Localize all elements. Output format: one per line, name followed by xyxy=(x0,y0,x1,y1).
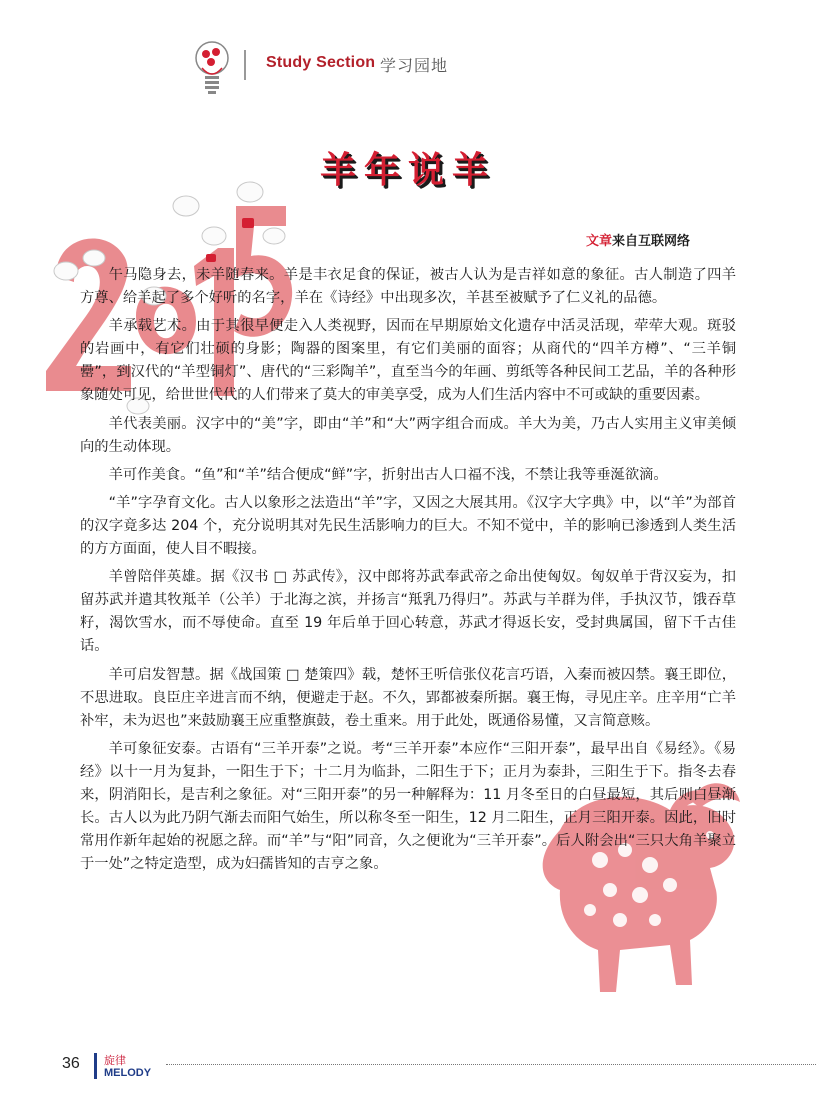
lightbulb-logo-icon xyxy=(186,36,240,100)
paragraph: 羊代表美丽。汉字中的“美”字，即由“羊”和“大”两字组合而成。羊大为美，乃古人实用主义审美倾向的生动体现。 xyxy=(80,415,736,455)
paragraph: 羊承载艺术。由于其很早便走入人类视野，因而在早期原始文化遗存中活灵活现，荦荦大观。斑驳的岩画中，有它们壮硕的身影；陶器的图案里，有它们美丽的面容；从商代的“四羊方樽”、“三羊铜罍”，到汉代的“羊型铜灯”、唐代的“三彩陶羊”，直至当今的年画、剪纸等各种民间工艺品，羊的各种形象随处可见，给世世代代的人们带来了莫大的审美享受，成为人们生活内容中不可或缺的重要因素。 xyxy=(80,318,736,404)
magazine-name-en: MELODY xyxy=(104,1067,152,1079)
section-header xyxy=(186,36,486,100)
paragraph: 羊曾陪伴英雄。据《汉书 □ 苏武传》，汉中郎将苏武奉武帝之命出使匈奴。匈奴单于背汉妄为，扣留苏武并遣其牧羝羊（公羊）于北海之滨，并扬言“羝乳乃得归”。苏武与羊群为伴，手执汉节，饿吞草籽，渴饮雪水，而不辱使命。直至 19 年后单于回心转意，苏武才得返长安，受封典属国，留下千古佳话。 xyxy=(80,569,736,655)
paragraph: 羊可启发智慧。据《战国策 □ 楚策四》载，楚怀王听信张仪花言巧语，入秦而被囚禁。襄王即位，不思进取。良臣庄辛进言而不纳，便避走于赵。不久，郢都被秦所据。襄王悔，寻见庄辛。庄辛用“亡羊补牢，未为迟也”来鼓励襄王应重整旗鼓，卷土重来。用于此处，既通俗易懂，又言简意赅。 xyxy=(80,666,736,729)
paragraph: 午马隐身去，未羊随春来。羊是丰衣足食的保证，被古人认为是吉祥如意的象征。古人制造了四羊方尊、给羊起了多个好听的名字，羊在《诗经》中出现多次，羊甚至被赋予了仁义礼的品德。 xyxy=(80,267,736,307)
source-prefix: 文章 xyxy=(585,234,612,249)
paragraph: 羊可象征安泰。古语有“三羊开泰”之说。考“三羊开泰”本应作“三阳开泰”，最早出自《易经》。《易经》以十一月为复卦，一阳生于下；十二月为临卦，二阳生于下；正月为泰卦，三阳生于下。指冬去春来，阴消阳长，是吉利之象征。对“三阳开泰”的另一种解释为：11 月冬至日的白昼最短，其后则白昼渐长。古人以为此乃阴气渐去而阳气始生，所以称冬至一阳生，12 月二阳生，正月三阳开泰。因此，旧时常用作新年起始的祝愿之辞。而“羊”与“阳”同音，久之便讹为“三羊开泰”。后人附会出“三只大角羊聚立于一处”之特定造型，成为妇孺皆知的吉亨之象。 xyxy=(80,740,736,873)
source-rest: 来自互联网络 xyxy=(611,234,690,249)
article-source xyxy=(586,230,690,249)
header-divider xyxy=(244,50,246,80)
article-title: 羊年说羊 xyxy=(319,150,496,191)
page-footer xyxy=(62,1050,816,1090)
section-title-cn: 学习园地 xyxy=(380,56,449,75)
article-body xyxy=(80,264,736,881)
footer-bar xyxy=(94,1053,97,1079)
magazine-name-cn: 旋律 xyxy=(104,1054,126,1067)
footer-rule xyxy=(166,1064,816,1065)
paragraph: 羊可作美食。“鱼”和“羊”结合便成“鲜”字，折射出古人口福不浅，不禁让我等垂涎欲滴。 xyxy=(108,466,668,483)
page-number: 36 xyxy=(62,1055,80,1072)
section-title-en: Study Section xyxy=(266,54,376,71)
paragraph: “羊”字孕育文化。古人以象形之法造出“羊”字，又因之大展其用。《汉字大字典》中，以“羊”为部首的汉字竟多达 204 个，充分说明其对先民生活影响力的巨大。不知不觉中，羊的影响已渗透到人类生活的方方面面，使人目不暇接。 xyxy=(80,494,736,558)
